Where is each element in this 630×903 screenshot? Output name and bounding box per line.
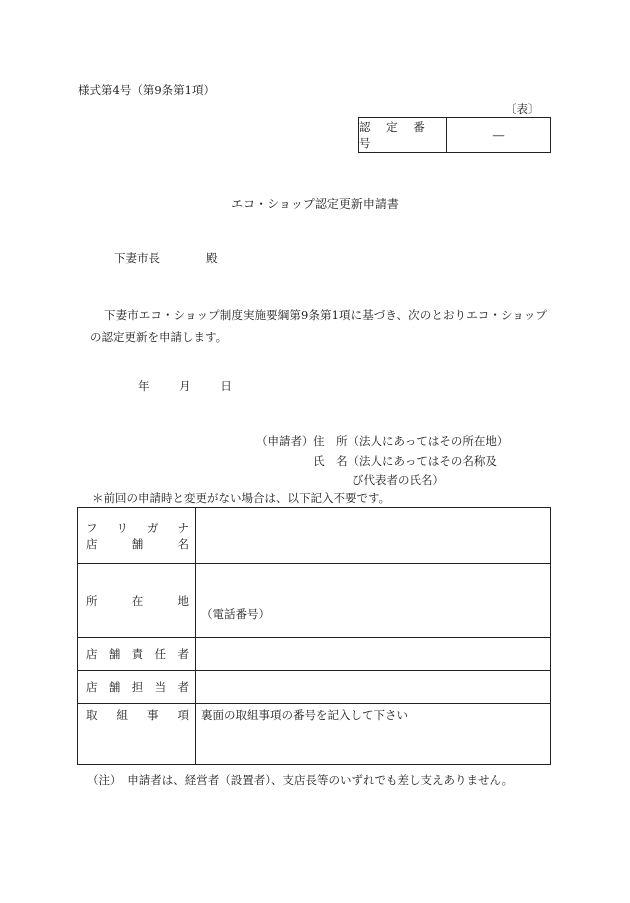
shop-name-text: 店 舗 名	[86, 536, 189, 551]
shop-staff-label: 店 舗 担 当 者	[78, 671, 196, 704]
furigana-label: フ リ ガ ナ	[86, 520, 189, 535]
addressee-honorific: 殿	[206, 251, 218, 265]
shop-info-table	[77, 507, 551, 765]
table-row	[78, 671, 551, 704]
applicant-name-line1[interactable]: 氏 名（法人にあってはその名称及	[313, 454, 497, 468]
shop-name-input[interactable]	[196, 508, 551, 564]
footnote: （注） 申請者は、経営者（設置者）、支店長等のいずれでも差し支えありません。	[87, 773, 514, 787]
table-row	[78, 638, 551, 671]
no-change-notice: ＊前回の申請時と変更がない場合は、以下記入不要です。	[92, 491, 391, 505]
certification-number-label: 認 定 番 号	[359, 118, 447, 152]
form-number: 様式第4号（第9条第1項）	[78, 83, 215, 97]
phone-number-label: （電話番号）	[201, 606, 270, 621]
application-statement	[90, 304, 560, 348]
statement-line-1: 下妻市エコ・ショップ制度実施要綱第9条第1項に基づき、次のとおりエコ・ショップ	[104, 308, 548, 322]
applicant-name-line2: び代表者の氏名）	[352, 473, 444, 487]
activities-input[interactable]	[196, 704, 551, 765]
shop-name-label	[78, 508, 196, 564]
activities-label: 取 組 事 項	[78, 704, 196, 765]
location-label: 所 在 地	[78, 564, 196, 638]
table-row	[78, 704, 551, 765]
activities-instruction: 裏面の取組事項の番号を記入して下さい	[201, 708, 408, 722]
date-day: 日	[220, 379, 232, 393]
table-row	[78, 564, 551, 638]
document-title: エコ・ショップ認定更新申請書	[231, 197, 399, 211]
shop-manager-label: 店 舗 責 任 者	[78, 638, 196, 671]
applicant-label: （申請者）	[256, 434, 314, 448]
addressee-mayor: 下妻市長	[114, 251, 160, 265]
certification-number-value[interactable]: ―	[492, 128, 505, 142]
certification-number-box	[358, 117, 551, 153]
date-field[interactable]	[138, 378, 258, 394]
date-month: 月	[179, 379, 191, 393]
side-label: 〔表〕	[505, 102, 540, 116]
location-input[interactable]	[196, 564, 551, 638]
statement-line-2: の認定更新を申請します。	[90, 330, 228, 344]
date-year: 年	[138, 379, 150, 393]
applicant-address[interactable]: 住 所（法人にあってはその所在地）	[313, 434, 509, 448]
table-row	[78, 508, 551, 564]
shop-staff-input[interactable]	[196, 671, 551, 704]
shop-manager-input[interactable]	[196, 638, 551, 671]
